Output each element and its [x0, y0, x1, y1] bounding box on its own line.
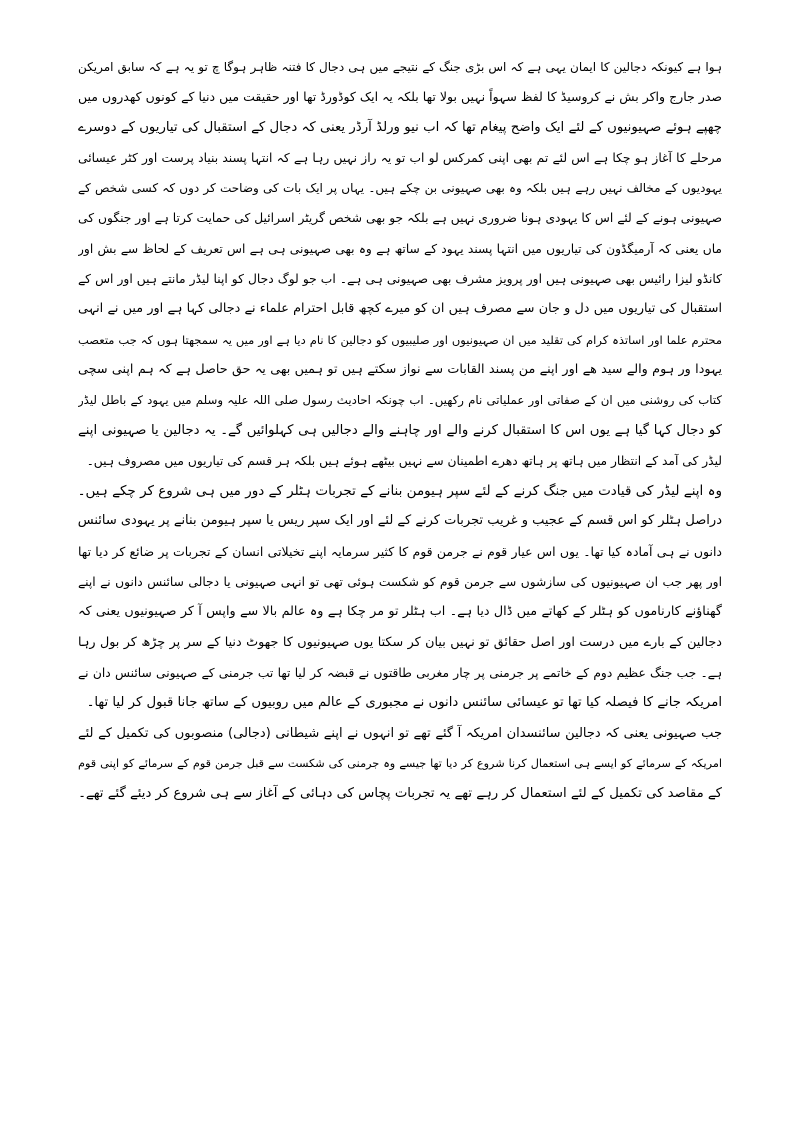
text-line-3: چھپے ہوئے صہیونیوں کے لئے ایک واضح پیغام تھا کہ اب نیو ورلڈ آرڈر یعنی کہ دجال کے استقبال کی تیاریوں کے دوسرے — [78, 119, 722, 135]
text-line-22: امریکہ جانے کا فیصلہ کیا تھا تو عیسائی سائنس دانوں نے مجبوری کے عالم میں روبیوں کے ساتھ جانا قبول کر لیا تھا۔ — [86, 695, 722, 711]
text-line-20: دجالین کے بارے میں درست اور اصل حقائق تو نہیں بیان کر سکتا یوں صہیونیوں کا جھوٹ دنیا کے سر پر چڑھ کر بول رہا — [78, 634, 722, 650]
text-line-14: لیڈر کی آمد کے انتظار میں ہاتھ پر ہاتھ دھرے اطمینان سے نہیں بیٹھے ہوئے ہیں بلکہ ہر قسم کی تیاریوں میں مصروف ہیں۔ — [86, 453, 722, 468]
text-line-25: کے مقاصد کی تکمیل کے لئے استعمال کر رہے تھے یہ تجربات پچاس کی دہائی کے آغاز سے ہی شروع کر دیئے گئے تھے۔ — [78, 786, 722, 802]
text-line-11: یہودا ور ہوم والے سید ھے اور اپنے من پسند القابات سے نواز سکتے ہیں تو ہمیں بھی یہ حق حاصل ہے کہ ہم اپنی سچی — [78, 361, 722, 377]
text-line-1: ہوا ہے کیونکہ دجالین کا ایمان یہی ہے کہ اس بڑی جنگ کے نتیجے میں ہی دجال کا فتنہ ظاہر ہوگا چ تو یہ ہے کہ سابق امریکن — [78, 60, 722, 74]
text-line-4: مرحلے کا آغاز ہو چکا ہے اس لئے تم بھی اپنی کمرکس لو اب تو یہ راز نہیں رہا ہے کہ انتہا پسند بنیاد پرست اور کٹر عیسائی — [78, 150, 722, 165]
text-line-8: کانڈو لیزا رائیس بھی صہیونی ہیں اور پرویز مشرف بھی صہیونی ہی ہے۔ اب جو لوگ دجال کو اپنا لیڈر مانتے ہیں اور اس کے — [78, 272, 722, 287]
text-line-5: یہودیوں کے مخالف نہیں رہے ہیں بلکہ وہ بھی صہیونی بن چکے ہیں۔ یہاں پر ایک بات کی وضاحت کر دوں کہ کسی شخص کے — [78, 181, 722, 196]
text-line-6: صہیونی ہونے کے لئے اس کا یہودی ہونا ضروری نہیں ہے بلکہ جو بھی شخص گریٹر اسرائیل کی حمایت کرتا ہے اور جنگوں کی — [78, 211, 722, 226]
text-line-16: دراصل ہٹلر کو اس قسم کے عجیب و غریب تجربات کرنے کے لئے اور ایک سپر ریس یا سپر ہیومن بنانے پر یہودی سائنس — [78, 513, 722, 529]
text-line-17: دانوں نے ہی آمادہ کیا تھا۔ یوں اس عیار قوم نے جرمن قوم کا کثیر سرمایہ اپنے تخیلاتی انسان کے تجربات پر ضائع کر دیا تھا — [78, 543, 722, 559]
body-text — [78, 52, 722, 809]
text-line-2: صدر جارج واکر بش نے کروسیڈ کا لفظ سہواً نہیں بولا تھا بلکہ یہ ایک کوڈورڈ تھا اور حقیقت میں دنیا کے کونوں کھدروں میں — [78, 89, 722, 105]
text-line-12: کتاب کی روشنی میں ان کے صفاتی اور عملیاتی نام رکھیں۔ اب چونکہ احادیث رسول صلی اللہ علیہ وسلم میں یہود کے باطل لیڈر — [78, 393, 722, 408]
text-line-24: امریکہ کے سرمائے کو ایسے ہی استعمال کرنا شروع کر دیا تھا جیسے وہ جرمنی کی شکست سے قبل جرمن قوم کے سرمائے کو اپنی قوم — [78, 756, 722, 770]
text-line-7: ماں یعنی کہ آرمیگڈون کی تیاریوں میں انتہا پسند یہود کے ساتھ ہے وہ بھی صہیونی ہی ہے اس تعریف کے لحاظ سے بش اور — [78, 241, 722, 256]
text-line-9: استقبال کی تیاریوں میں دل و جان سے مصرف ہیں ان کو میرے کچھ قابل احترام علماء نے دجالی کہا ہے اور میں نے انہی — [78, 301, 722, 317]
text-line-15: وہ اپنے لیڈر کی قیادت میں جنگ کرنے کے لئے سپر ہیومن بنانے کے تجربات ہٹلر کے دور میں ہی شروع کر چکے ہیں۔ — [78, 483, 722, 500]
text-line-18: اور پھر جب ان صہیونیوں کی سازشوں سے جرمن قوم کو شکست ہوئی تھی تو انہی صہیونی یا دجالی سائنس دانوں نے اپنے — [78, 575, 722, 590]
text-line-21: ہے۔ جب جنگ عظیم دوم کے خاتمے پر جرمنی پر چار مغربی طاقتوں نے قبضہ کر لیا تھا تب جرمنی کے صہیونی سائنس دان نے — [78, 665, 722, 680]
text-line-23: جب صہیونی یعنی کہ دجالین سائنسدان امریکہ آ گئے تھے تو انہوں نے اپنے شیطانی (دجالی) منصوبوں کی تکمیل کے لئے — [78, 725, 722, 741]
text-line-19: گھناؤنے کارناموں کو ہٹلر کے کھاتے میں ڈال دیا ہے۔ اب ہٹلر تو مر چکا ہے وہ عالم بالا سے واپس آ کر صہیونیوں یعنی کہ — [78, 604, 722, 620]
text-line-10: محترم علما اور اساتذہ کرام کی تقلید میں ان صہیونیوں اور صلیبیوں کو دجالین کا نام دیا ہے اور میں یہ سمجھتا ہوں کہ جب متعصب — [78, 332, 722, 347]
text-line-13: کو دجال کہا گیا ہے یوں اس کا استقبال کرنے والے اور چاہنے والے دجالیں ہی کہلوائیں گے۔ یہ دجالین یا صہیونی اپنے — [78, 422, 722, 438]
